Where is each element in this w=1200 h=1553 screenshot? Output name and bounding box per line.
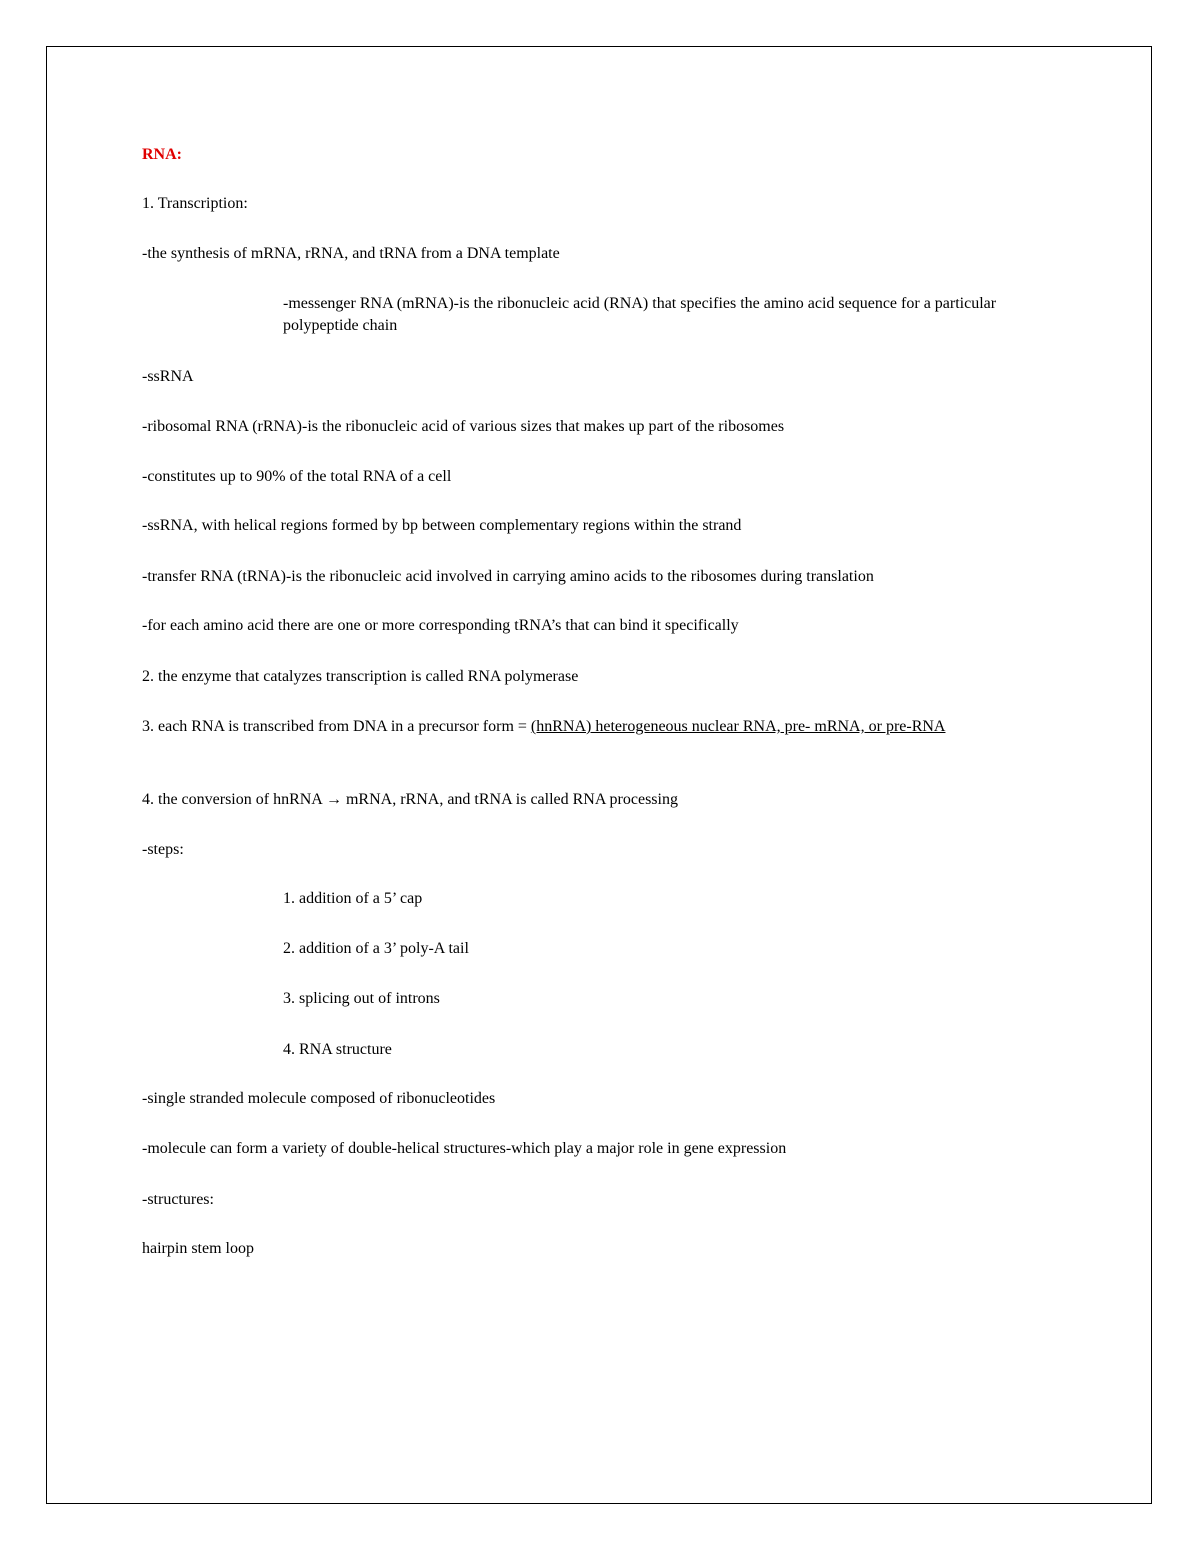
conversion-suffix: mRNA, rRNA, and tRNA is called RNA processing (341, 791, 678, 808)
precursor-underlined: (hnRNA) heterogeneous nuclear RNA, pre- mRNA, or pre-RNA (530, 718, 946, 735)
precursor-prefix: 3. each RNA is transcribed from DNA in a precursor form = (142, 718, 531, 735)
step-item: 2. addition of a 3’ poly-A tail (283, 940, 469, 957)
double-helical-line: -molecule can form a variety of double-helical structures-which play a major role in gene expression (142, 1140, 787, 1157)
amino-acid-line: -for each amino acid there are one or more corresponding tRNA’s that can bind it specifically (142, 617, 739, 634)
ssrna-line: -ssRNA (142, 368, 194, 385)
step-item: 1. addition of a 5’ cap (283, 890, 423, 907)
document-title: RNA: (142, 146, 182, 163)
steps-label: -steps: (142, 841, 184, 858)
step-item: 3. splicing out of introns (283, 990, 440, 1007)
single-stranded-line: -single stranded molecule composed of ribonucleotides (142, 1090, 496, 1107)
conversion-prefix: 4. the conversion of hnRNA (142, 791, 326, 808)
ribosomal-rna-definition: -ribosomal RNA (rRNA)-is the ribonucleic acid of various sizes that makes up part of the ribosomes (142, 418, 785, 435)
transcription-heading: 1. Transcription: (142, 195, 248, 212)
arrow-icon: → (325, 791, 342, 808)
step-item: 4. RNA structure (283, 1041, 392, 1058)
enzyme-line: 2. the enzyme that catalyzes transcription is called RNA polymerase (142, 668, 579, 685)
transfer-rna-definition: -transfer RNA (tRNA)-is the ribonucleic acid involved in carrying amino acids to the ribosomes during translation (142, 568, 874, 585)
ssrna-helical-line: -ssRNA, with helical regions formed by bp between complementary regions within the strand (142, 517, 742, 534)
conversion-line (142, 789, 678, 811)
synthesis-line: -the synthesis of mRNA, rRNA, and tRNA from a DNA template (142, 245, 560, 262)
precursor-paragraph (142, 716, 1052, 738)
structures-label: -structures: (142, 1191, 214, 1208)
constitutes-line: -constitutes up to 90% of the total RNA of a cell (142, 468, 452, 485)
hairpin-line: hairpin stem loop (142, 1240, 254, 1257)
messenger-rna-definition: -messenger RNA (mRNA)-is the ribonucleic acid (RNA) that specifies the amino acid sequence for a particular polypeptide chain (283, 295, 997, 334)
